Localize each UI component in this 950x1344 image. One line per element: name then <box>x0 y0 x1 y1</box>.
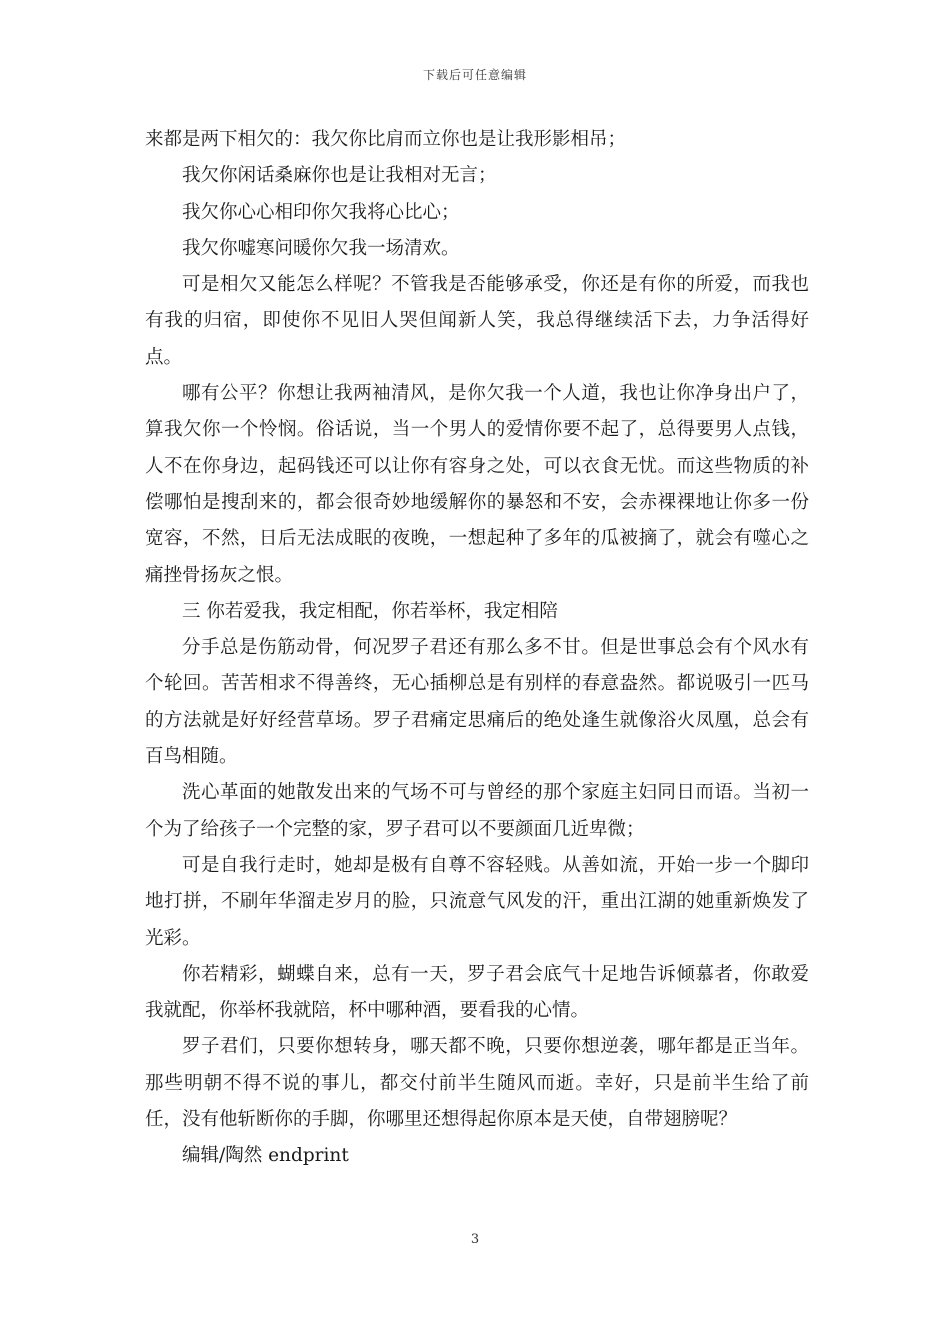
paragraph: 来都是两下相欠的：我欠你比肩而立你也是让我形影相吊； <box>145 129 627 150</box>
paragraph: 分手总是伤筋动骨，何况罗子君还有那么多不甘。但是世事总会有个风水有个轮回。苦苦相求不得善终，无心插柳总是有别样的春意盎然。都说吸引一匹马的方法就是好好经营草场。罗子君痛定思痛后的绝处逢生就像浴火凤凰，总会有百鸟相随。 <box>145 637 809 768</box>
paragraph: 罗子君们，只要你想转身，哪天都不晚，只要你想逆袭，哪年都是正当年。那些明朝不得不说的事儿，都交付前半生随风而逝。幸好，只是前半生给了前任，没有他斩断你的手脚，你哪里还想得起你原本是天使，自带翅膀呢？ <box>145 1036 809 1131</box>
paragraph: 我欠你心心相印你欠我将心比心； <box>182 201 460 223</box>
paragraph: 你若精彩，蝴蝶自来，总有一天，罗子君会底气十足地告诉倾慕者，你敢爱我就配，你举杯我就陪，杯中哪种酒，要看我的心情。 <box>145 963 809 1022</box>
paragraph: 洗心革面的她散发出来的气场不可与曾经的那个家庭主妇同日而语。当初一个为了给孩子一个完整的家，罗子君可以不要颜面几近卑微； <box>145 782 809 840</box>
paragraph: 我欠你嘘寒问暖你欠我一场清欢。 <box>182 237 460 259</box>
editor-credit: 编辑/陶然 endprint <box>182 1145 349 1167</box>
section-heading: 三 你若爱我，我定相配，你若举杯，我定相陪 <box>182 600 558 622</box>
header-note: 下载后可任意编辑 <box>422 68 527 82</box>
body-text <box>145 122 809 1175</box>
paragraph: 我欠你闲话桑麻你也是让我相对无言； <box>182 165 497 187</box>
paragraph: 哪有公平？你想让我两袖清风，是你欠我一个人道，我也让你净身出户了，算我欠你一个怜悯。俗话说，当一个男人的爱情你要不起了，总得要男人点钱，人不在你身边，起码钱还可以让你有容身之处，可以衣食无忧。而这些物质的补偿哪怕是搜刮来的，都会很奇妙地缓解你的暴怒和不安，会赤裸裸地让你多一份宽容，不然，日后无法成眠的夜晚，一想起种了多年的瓜被摘了，就会有噬心之痛挫骨扬灰之恨。 <box>145 383 809 586</box>
page-number: 3 <box>470 1232 480 1247</box>
paragraph: 可是相欠又能怎么样呢？不管我是否能够承受，你还是有你的所爱，而我也有我的归宿，即使你不见旧人哭但闻新人笑，我总得继续活下去，力争活得好点。 <box>145 274 809 368</box>
paragraph: 可是自我行走时，她却是极有自尊不容轻贱。从善如流，开始一步一个脚印地打拼，不刷年华溜走岁月的脸，只流意气风发的汗，重出江湖的她重新焕发了光彩。 <box>145 854 809 949</box>
